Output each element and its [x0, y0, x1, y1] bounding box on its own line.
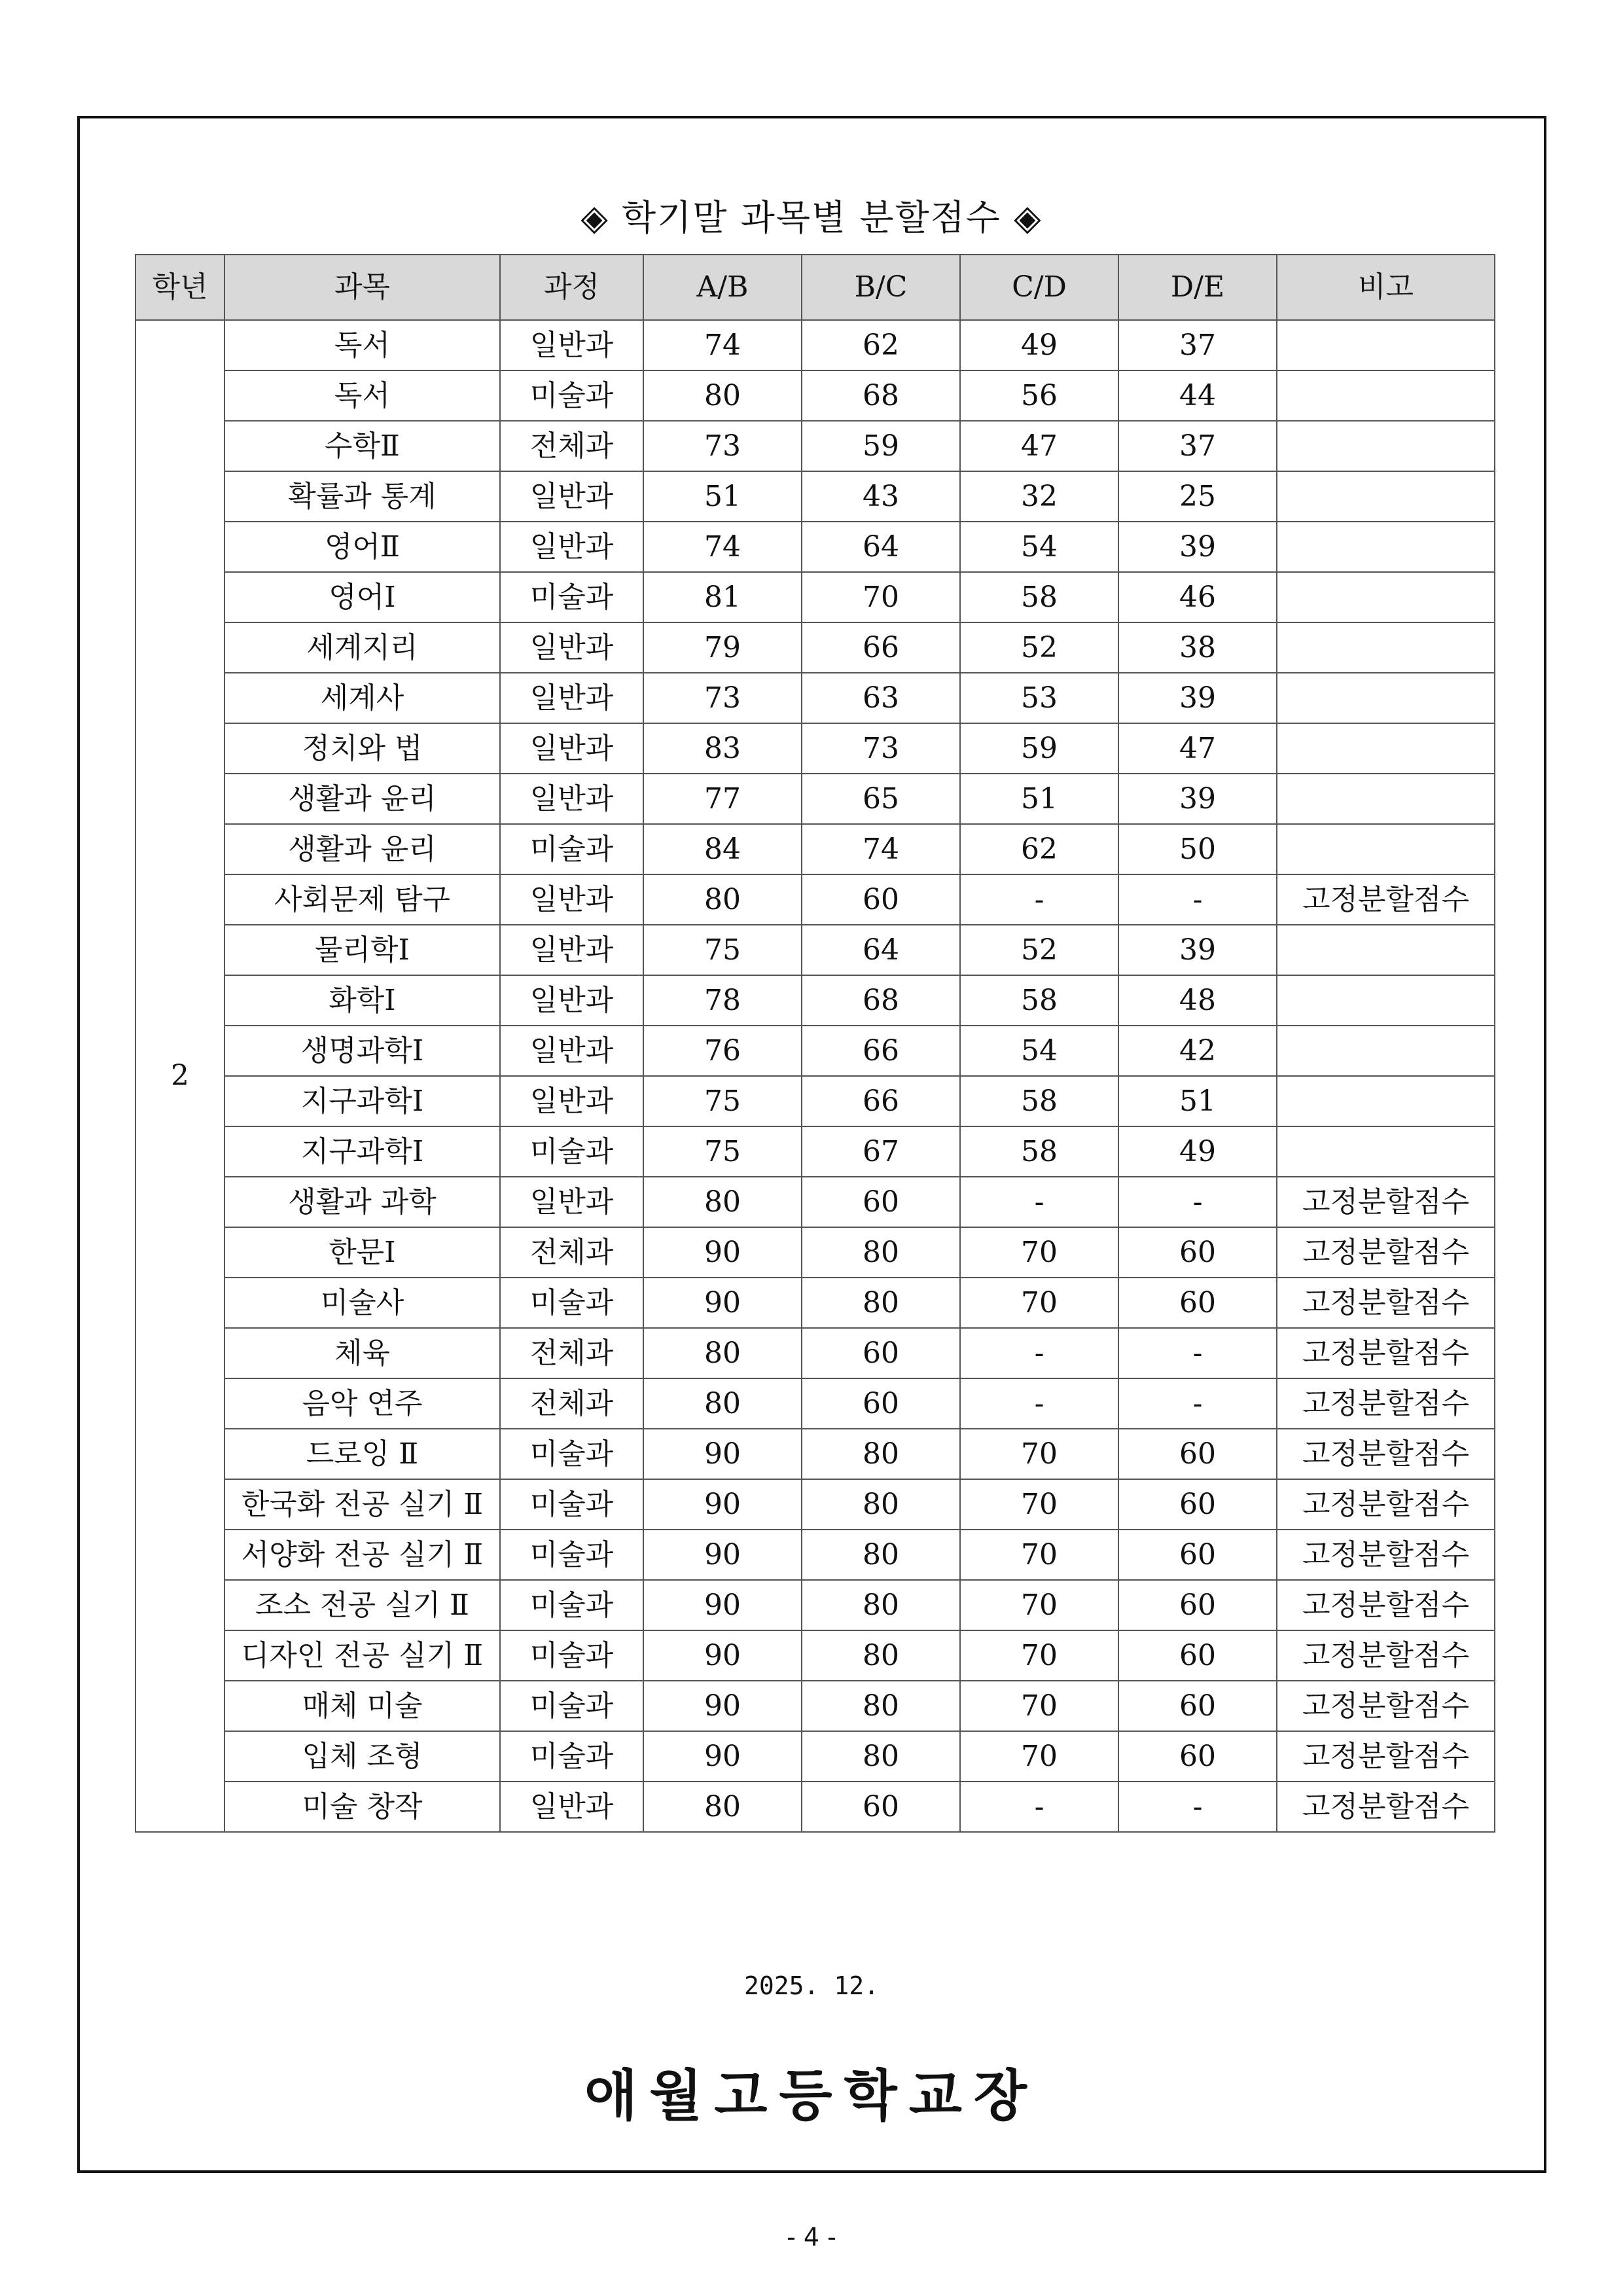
bc-cell: 68 — [802, 975, 960, 1026]
table-row — [135, 1681, 1495, 1731]
de-cell: 60 — [1118, 1630, 1277, 1681]
subject-cell: 사회문제 탐구 — [224, 874, 500, 925]
course-cell: 미술과 — [500, 370, 643, 421]
table-row — [135, 774, 1495, 824]
cd-cell: - — [960, 1177, 1118, 1227]
document-date: 2025. 12. — [744, 1971, 879, 2000]
table-row — [135, 673, 1495, 723]
cd-cell: - — [960, 1378, 1118, 1429]
table-header-row — [135, 255, 1495, 320]
table-row — [135, 1177, 1495, 1227]
ab-cell: 78 — [643, 975, 802, 1026]
cd-cell: 53 — [960, 673, 1118, 723]
subject-cell: 세계사 — [224, 673, 500, 723]
de-cell: 51 — [1118, 1076, 1277, 1126]
subject-cell: 매체 미술 — [224, 1681, 500, 1731]
course-cell: 일반과 — [500, 1782, 643, 1832]
note-cell: 고정분할점수 — [1277, 1227, 1495, 1278]
course-cell: 일반과 — [500, 320, 643, 370]
note-cell: 고정분할점수 — [1277, 1429, 1495, 1479]
course-cell: 일반과 — [500, 1026, 643, 1076]
ab-cell: 90 — [643, 1681, 802, 1731]
bc-cell: 80 — [802, 1479, 960, 1530]
course-cell: 미술과 — [500, 1479, 643, 1530]
table-row — [135, 471, 1495, 522]
de-cell: 38 — [1118, 622, 1277, 673]
ab-cell: 80 — [643, 1328, 802, 1378]
ab-cell: 90 — [643, 1530, 802, 1580]
note-cell: 고정분할점수 — [1277, 1479, 1495, 1530]
table-row — [135, 1278, 1495, 1328]
bc-cell: 64 — [802, 925, 960, 975]
table-row — [135, 1076, 1495, 1126]
note-cell — [1277, 1126, 1495, 1177]
subject-cell: 디자인 전공 실기 Ⅱ — [224, 1630, 500, 1681]
note-cell — [1277, 370, 1495, 421]
cd-cell: - — [960, 874, 1118, 925]
cd-cell: 51 — [960, 774, 1118, 824]
course-cell: 일반과 — [500, 622, 643, 673]
course-cell: 전체과 — [500, 421, 643, 471]
table-row — [135, 1530, 1495, 1580]
ab-cell: 83 — [643, 723, 802, 774]
course-cell: 미술과 — [500, 824, 643, 874]
header-note: 비고 — [1277, 255, 1495, 320]
bc-cell: 60 — [802, 874, 960, 925]
subject-cell: 생활과 윤리 — [224, 774, 500, 824]
de-cell: 60 — [1118, 1580, 1277, 1630]
course-cell: 미술과 — [500, 1278, 643, 1328]
bc-cell: 67 — [802, 1126, 960, 1177]
bc-cell: 80 — [802, 1681, 960, 1731]
note-cell: 고정분할점수 — [1277, 1782, 1495, 1832]
bc-cell: 74 — [802, 824, 960, 874]
course-cell: 미술과 — [500, 1126, 643, 1177]
de-cell: 39 — [1118, 925, 1277, 975]
bc-cell: 62 — [802, 320, 960, 370]
cd-cell: 70 — [960, 1731, 1118, 1782]
de-cell: 60 — [1118, 1479, 1277, 1530]
cd-cell: 32 — [960, 471, 1118, 522]
cd-cell: 58 — [960, 572, 1118, 622]
ab-cell: 75 — [643, 925, 802, 975]
note-cell: 고정분할점수 — [1277, 1580, 1495, 1630]
subject-cell: 정치와 법 — [224, 723, 500, 774]
header-course: 과정 — [500, 255, 643, 320]
de-cell: - — [1118, 1378, 1277, 1429]
bc-cell: 65 — [802, 774, 960, 824]
table-row — [135, 1580, 1495, 1630]
bc-cell: 70 — [802, 572, 960, 622]
cd-cell: 52 — [960, 925, 1118, 975]
note-cell: 고정분할점수 — [1277, 1328, 1495, 1378]
header-subject: 과목 — [224, 255, 500, 320]
ab-cell: 90 — [643, 1479, 802, 1530]
de-cell: 25 — [1118, 471, 1277, 522]
note-cell — [1277, 421, 1495, 471]
table-row — [135, 1630, 1495, 1681]
table-row — [135, 572, 1495, 622]
course-cell: 일반과 — [500, 471, 643, 522]
bc-cell: 73 — [802, 723, 960, 774]
course-cell: 일반과 — [500, 1076, 643, 1126]
note-cell — [1277, 1076, 1495, 1126]
bc-cell: 66 — [802, 1026, 960, 1076]
de-cell: 39 — [1118, 522, 1277, 572]
ab-cell: 90 — [643, 1278, 802, 1328]
ab-cell: 81 — [643, 572, 802, 622]
table-row — [135, 1479, 1495, 1530]
subject-cell: 독서 — [224, 320, 500, 370]
grade-cell: 2 — [135, 320, 224, 1832]
ab-cell: 76 — [643, 1026, 802, 1076]
course-cell: 일반과 — [500, 723, 643, 774]
de-cell: 42 — [1118, 1026, 1277, 1076]
note-cell — [1277, 1026, 1495, 1076]
bc-cell: 64 — [802, 522, 960, 572]
subject-cell: 드로잉 Ⅱ — [224, 1429, 500, 1479]
subject-cell: 물리학Ⅰ — [224, 925, 500, 975]
subject-cell: 한국화 전공 실기 Ⅱ — [224, 1479, 500, 1530]
table-row — [135, 1026, 1495, 1076]
ab-cell: 84 — [643, 824, 802, 874]
header-ab: A/B — [643, 255, 802, 320]
bc-cell: 80 — [802, 1429, 960, 1479]
ab-cell: 90 — [643, 1630, 802, 1681]
course-cell: 일반과 — [500, 975, 643, 1026]
note-cell — [1277, 723, 1495, 774]
subject-cell: 지구과학Ⅰ — [224, 1126, 500, 1177]
note-cell: 고정분할점수 — [1277, 1681, 1495, 1731]
note-cell — [1277, 471, 1495, 522]
header-grade: 학년 — [135, 255, 224, 320]
subject-cell: 미술 창작 — [224, 1782, 500, 1832]
de-cell: 60 — [1118, 1731, 1277, 1782]
note-cell: 고정분할점수 — [1277, 1530, 1495, 1580]
bc-cell: 60 — [802, 1177, 960, 1227]
ab-cell: 75 — [643, 1076, 802, 1126]
ab-cell: 74 — [643, 320, 802, 370]
ab-cell: 80 — [643, 370, 802, 421]
bc-cell: 68 — [802, 370, 960, 421]
course-cell: 일반과 — [500, 874, 643, 925]
cd-cell: 58 — [960, 1076, 1118, 1126]
subject-cell: 미술사 — [224, 1278, 500, 1328]
subject-cell: 생활과 과학 — [224, 1177, 500, 1227]
table-row — [135, 874, 1495, 925]
ab-cell: 51 — [643, 471, 802, 522]
table-row — [135, 1782, 1495, 1832]
bc-cell: 66 — [802, 622, 960, 673]
cd-cell: 58 — [960, 975, 1118, 1026]
de-cell: 47 — [1118, 723, 1277, 774]
note-cell: 고정분할점수 — [1277, 1731, 1495, 1782]
subject-cell: 서양화 전공 실기 Ⅱ — [224, 1530, 500, 1580]
de-cell: 49 — [1118, 1126, 1277, 1177]
de-cell: 60 — [1118, 1530, 1277, 1580]
course-cell: 일반과 — [500, 774, 643, 824]
course-cell: 미술과 — [500, 1731, 643, 1782]
subject-cell: 한문Ⅰ — [224, 1227, 500, 1278]
subject-cell: 화학Ⅰ — [224, 975, 500, 1026]
header-de: D/E — [1118, 255, 1277, 320]
subject-cell: 수학Ⅱ — [224, 421, 500, 471]
note-cell — [1277, 320, 1495, 370]
table-row — [135, 370, 1495, 421]
note-cell: 고정분할점수 — [1277, 1278, 1495, 1328]
de-cell: - — [1118, 1782, 1277, 1832]
bc-cell: 60 — [802, 1782, 960, 1832]
page-number: - 4 - — [787, 2223, 836, 2251]
note-cell — [1277, 673, 1495, 723]
bc-cell: 80 — [802, 1580, 960, 1630]
note-cell: 고정분할점수 — [1277, 1378, 1495, 1429]
de-cell: 46 — [1118, 572, 1277, 622]
cd-cell: 59 — [960, 723, 1118, 774]
table-row — [135, 320, 1495, 370]
ab-cell: 73 — [643, 673, 802, 723]
ab-cell: 75 — [643, 1126, 802, 1177]
table-row — [135, 925, 1495, 975]
bc-cell: 80 — [802, 1530, 960, 1580]
cd-cell: 70 — [960, 1227, 1118, 1278]
de-cell: 60 — [1118, 1681, 1277, 1731]
table-row — [135, 1126, 1495, 1177]
document-title: ◈ 학기말 과목별 분할점수 ◈ — [580, 197, 1043, 238]
cutoff-score-table — [135, 254, 1495, 1833]
subject-cell: 독서 — [224, 370, 500, 421]
cd-cell: 54 — [960, 522, 1118, 572]
cd-cell: 52 — [960, 622, 1118, 673]
subject-cell: 영어Ⅱ — [224, 522, 500, 572]
cd-cell: 56 — [960, 370, 1118, 421]
de-cell: 37 — [1118, 421, 1277, 471]
ab-cell: 80 — [643, 1177, 802, 1227]
cd-cell: 54 — [960, 1026, 1118, 1076]
de-cell: 39 — [1118, 774, 1277, 824]
bc-cell: 80 — [802, 1278, 960, 1328]
de-cell: 60 — [1118, 1278, 1277, 1328]
subject-cell: 지구과학Ⅰ — [224, 1076, 500, 1126]
de-cell: 44 — [1118, 370, 1277, 421]
bc-cell: 66 — [802, 1076, 960, 1126]
table-row — [135, 1227, 1495, 1278]
cd-cell: - — [960, 1782, 1118, 1832]
note-cell: 고정분할점수 — [1277, 1177, 1495, 1227]
note-cell: 고정분할점수 — [1277, 1630, 1495, 1681]
ab-cell: 80 — [643, 1378, 802, 1429]
subject-cell: 영어Ⅰ — [224, 572, 500, 622]
bc-cell: 60 — [802, 1378, 960, 1429]
note-cell — [1277, 774, 1495, 824]
cd-cell: 70 — [960, 1530, 1118, 1580]
de-cell: 50 — [1118, 824, 1277, 874]
note-cell — [1277, 572, 1495, 622]
cd-cell: 70 — [960, 1479, 1118, 1530]
cd-cell: 70 — [960, 1681, 1118, 1731]
cd-cell: 47 — [960, 421, 1118, 471]
course-cell: 미술과 — [500, 1530, 643, 1580]
subject-cell: 생활과 윤리 — [224, 824, 500, 874]
course-cell: 전체과 — [500, 1378, 643, 1429]
note-cell — [1277, 925, 1495, 975]
bc-cell: 63 — [802, 673, 960, 723]
bc-cell: 60 — [802, 1328, 960, 1378]
ab-cell: 80 — [643, 874, 802, 925]
bc-cell: 80 — [802, 1227, 960, 1278]
de-cell: - — [1118, 1328, 1277, 1378]
course-cell: 미술과 — [500, 1630, 643, 1681]
course-cell: 전체과 — [500, 1227, 643, 1278]
note-cell — [1277, 522, 1495, 572]
table-row — [135, 622, 1495, 673]
table-row — [135, 975, 1495, 1026]
course-cell: 일반과 — [500, 522, 643, 572]
bc-cell: 80 — [802, 1630, 960, 1681]
cd-cell: 62 — [960, 824, 1118, 874]
table-row — [135, 1731, 1495, 1782]
subject-cell: 체육 — [224, 1328, 500, 1378]
ab-cell: 90 — [643, 1731, 802, 1782]
table-row — [135, 1328, 1495, 1378]
note-cell: 고정분할점수 — [1277, 874, 1495, 925]
de-cell: 48 — [1118, 975, 1277, 1026]
principal-signature: 애월고등학교장 — [584, 2064, 1039, 2128]
course-cell: 미술과 — [500, 1429, 643, 1479]
course-cell: 미술과 — [500, 1681, 643, 1731]
course-cell: 미술과 — [500, 572, 643, 622]
cd-cell: 70 — [960, 1630, 1118, 1681]
de-cell: 39 — [1118, 673, 1277, 723]
cd-cell: - — [960, 1328, 1118, 1378]
note-cell — [1277, 622, 1495, 673]
subject-cell: 생명과학Ⅰ — [224, 1026, 500, 1076]
table-row — [135, 1429, 1495, 1479]
header-bc: B/C — [802, 255, 960, 320]
table-row — [135, 1378, 1495, 1429]
cd-cell: 58 — [960, 1126, 1118, 1177]
subject-cell: 조소 전공 실기 Ⅱ — [224, 1580, 500, 1630]
subject-cell: 음악 연주 — [224, 1378, 500, 1429]
bc-cell: 43 — [802, 471, 960, 522]
ab-cell: 79 — [643, 622, 802, 673]
course-cell: 일반과 — [500, 673, 643, 723]
subject-cell: 확률과 통계 — [224, 471, 500, 522]
ab-cell: 90 — [643, 1580, 802, 1630]
de-cell: - — [1118, 874, 1277, 925]
ab-cell: 90 — [643, 1227, 802, 1278]
cd-cell: 70 — [960, 1429, 1118, 1479]
course-cell: 전체과 — [500, 1328, 643, 1378]
cd-cell: 49 — [960, 320, 1118, 370]
table-row — [135, 723, 1495, 774]
course-cell: 일반과 — [500, 925, 643, 975]
ab-cell: 90 — [643, 1429, 802, 1479]
ab-cell: 77 — [643, 774, 802, 824]
bc-cell: 59 — [802, 421, 960, 471]
table-row — [135, 824, 1495, 874]
subject-cell: 입체 조형 — [224, 1731, 500, 1782]
subject-cell: 세계지리 — [224, 622, 500, 673]
course-cell: 미술과 — [500, 1580, 643, 1630]
ab-cell: 73 — [643, 421, 802, 471]
cd-cell: 70 — [960, 1278, 1118, 1328]
ab-cell: 74 — [643, 522, 802, 572]
course-cell: 일반과 — [500, 1177, 643, 1227]
cd-cell: 70 — [960, 1580, 1118, 1630]
table-row — [135, 421, 1495, 471]
de-cell: 37 — [1118, 320, 1277, 370]
de-cell: 60 — [1118, 1227, 1277, 1278]
bc-cell: 80 — [802, 1731, 960, 1782]
de-cell: - — [1118, 1177, 1277, 1227]
header-cd: C/D — [960, 255, 1118, 320]
de-cell: 60 — [1118, 1429, 1277, 1479]
note-cell — [1277, 824, 1495, 874]
note-cell — [1277, 975, 1495, 1026]
table-row — [135, 522, 1495, 572]
ab-cell: 80 — [643, 1782, 802, 1832]
